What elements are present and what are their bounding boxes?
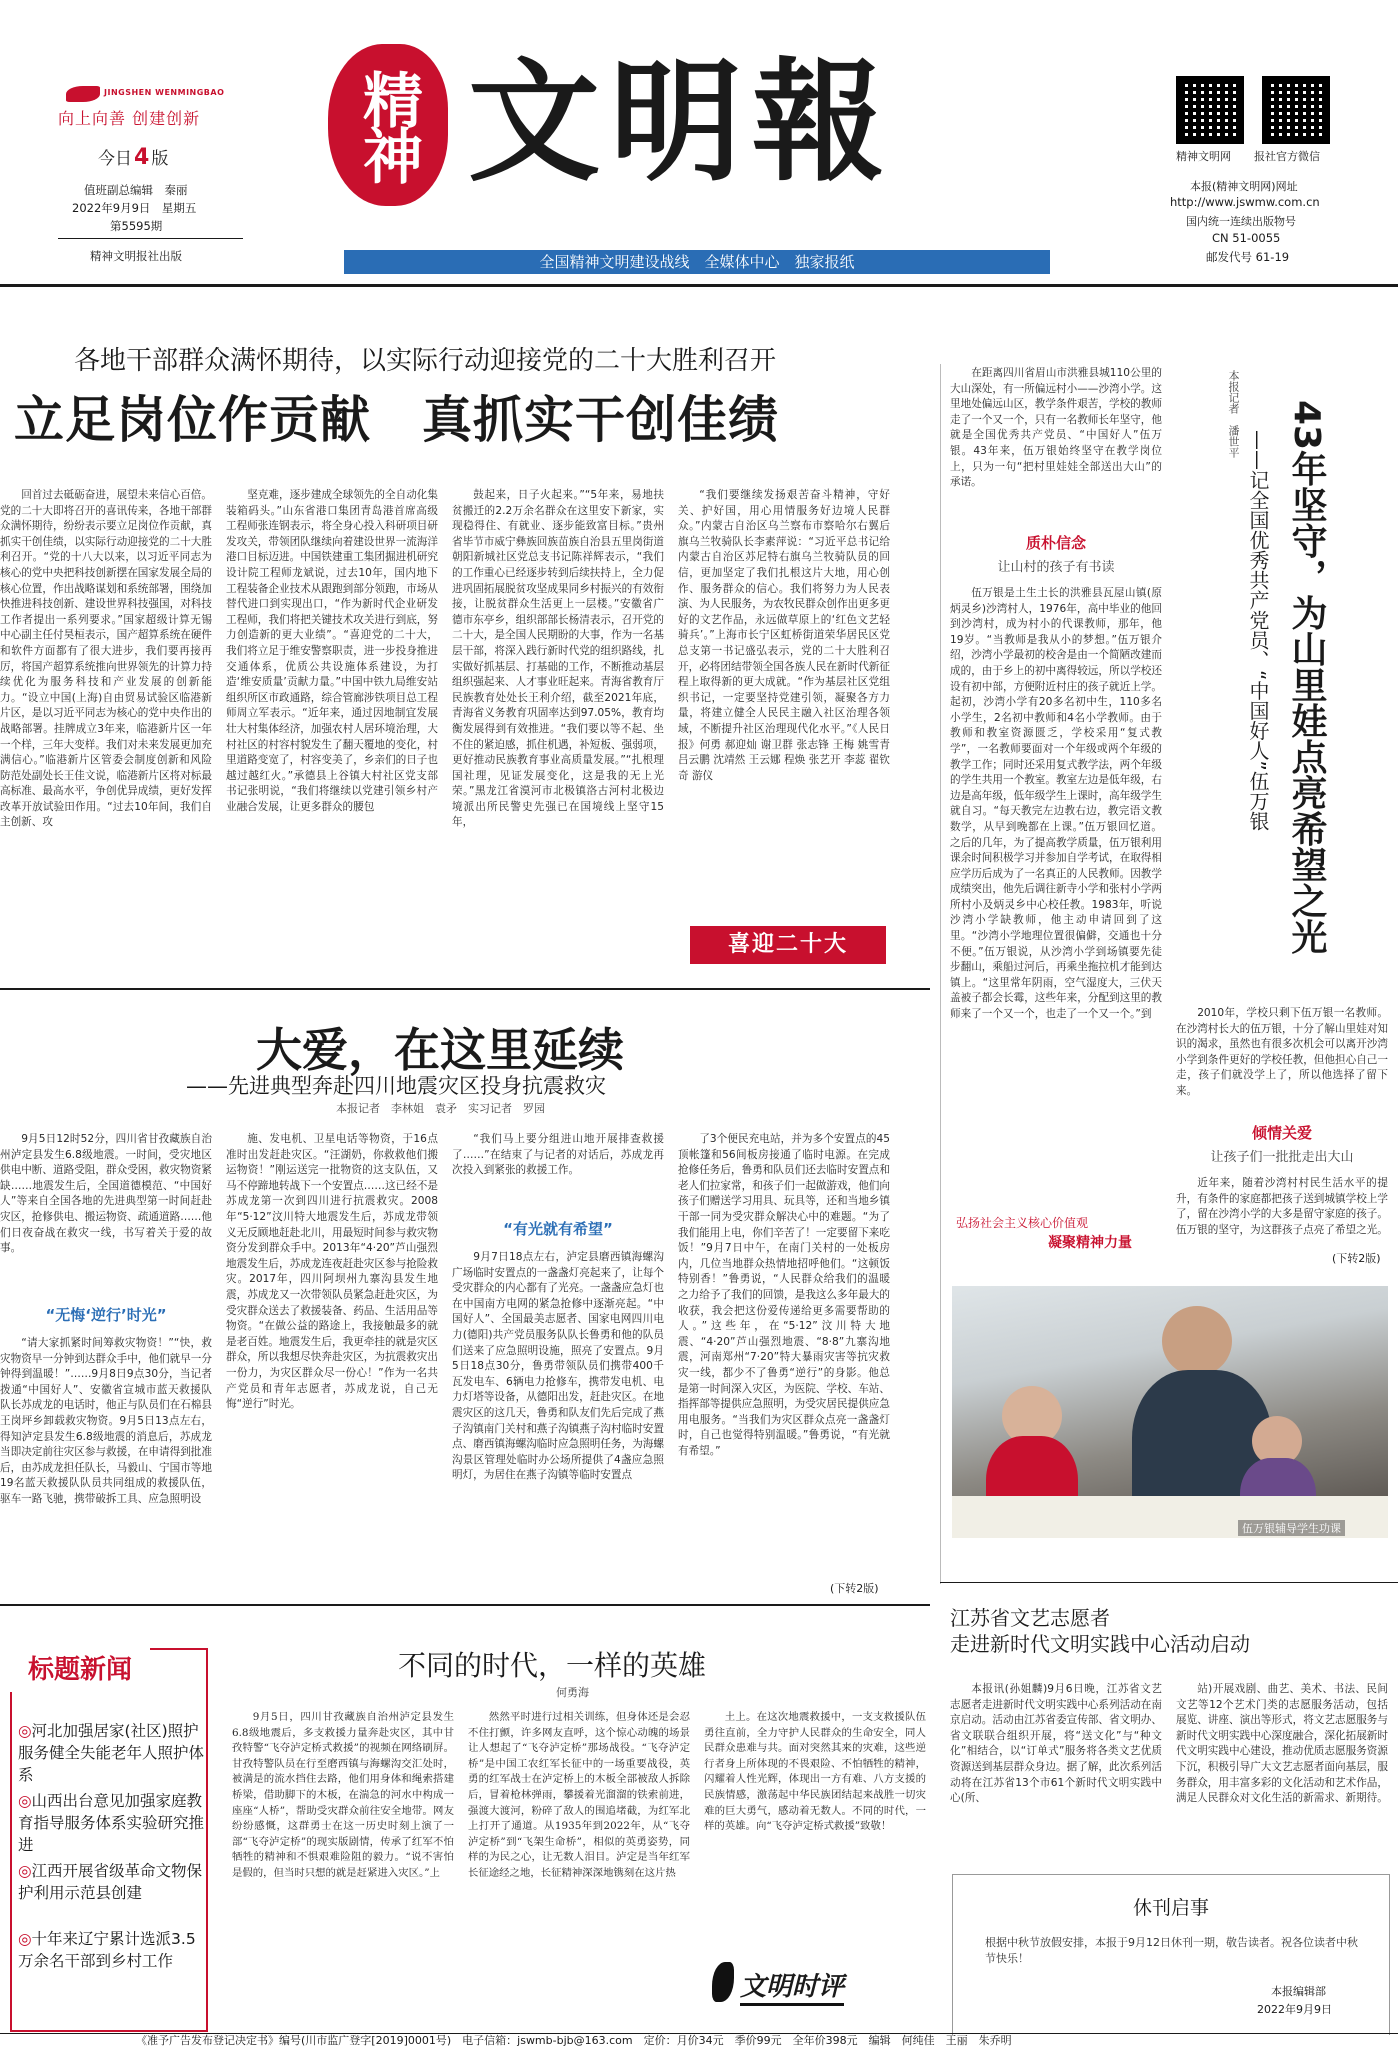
lead-headline: 立足岗位作贡献 真抓实干创佳绩 (14, 391, 779, 449)
bullet-icon: ◎ (18, 1792, 32, 1810)
cn-number: CN 51-0055 (1212, 231, 1281, 245)
lead-col-2: 坚克难，逐步建成全球领先的全自动化集装箱码头。”山东省港口集团青岛港首席高级工程师张连钢表示，将全身心投入科研项目研发攻关，带领团队继续向着建设世界一流海洋港口目标迈进。中国铁建重工集团掘进机研究设计院工程师龙斌说，过去10年，国内地下工程装备企业技术从跟跑到部分领跑，市场从替代进口到实现出口，“作为新时代企业研发工程师，我们将把关键技术攻关进行到底，努力创造新的更大业绩”。“喜迎党的二十大，我们将立足于维安警察职责，进一步投身推进交通体系，优质公共设施体系建设，为打造‘维安质量’贡献力量。”中国中铁九局维安站组织所区市政通路，综合管廊涉铁项目总工程师周立军表示。“近年来，通过因地制宜发展壮大村集体经济，加强农村人居环境治理，大村社区的村容村貌发生了翻天覆地的变化，村里道路变宽了，村容变美了，乡亲们的日子也越过越红火。”承德县上谷镇大村社区党支部书记张明说，“我们将继续以党建引领乡村产业融合发展，让更多群众的腰包 (226, 489, 438, 813)
footer-bar (0, 2034, 1398, 2048)
brief-item[interactable]: ◎河北加强居家(社区)照护服务健全失能老年人照护体系 (18, 1722, 205, 1784)
commentary-col-2: 然然平时进行过相关训练，但身体还是会忍不住打颤，许多网友直呼，这个惊心动魄的场景让人想起了“飞夺泸定桥”那场战役。“飞夺泸定桥”是中国工农红军长征中的一场重要战役，英勇的红军战士在泸定桥上的木板全部被敌人拆除后，冒着枪林弹雨，攀援着光溜溜的铁索前进，强渡大渡河，粉碎了敌人的围追堵截，为红军北上打开了通道。从1935年到2022年，从“飞夺泸定桥”到“飞架生命桥”，相似的英勇姿势，同样的为民之心，让无数人泪目。泸定是当年红军长征途经之地，长征精神深深地镌刻在这片热 (468, 1711, 690, 1879)
feature-col-2: 施、发电机、卫星电话等物资，于16点准时出发赶赴灾区。“汪湖奶，你救救他们搬运物资！”刚运送完一批物资的这支队伍，又马不停蹄地转战下一个安置点……这已经不是苏成龙第一次到四川进行抗震救灾。2008年“5·12”汶川特大地震发生后，苏成龙带领义无反顾地赶赴北川，用最短时间参与救灾物资分发到群众手中。2013年“4·20”芦山强烈地震发生后，苏成龙连夜赶赴灾区参与抢险救灾。2017年，四川阿坝州九寨沟县发生地震，苏成龙又一次带领队员紧急赶赴灾区，为受灾群众送去了救援装备、药品、生活用品等物资。“在做公益的路途上，我接触最多的就是老百姓。地震发生后，我更牵挂的就是灾区群众，所以我想尽快奔赴灾区，为抗震救灾出一份力，为灾区群众尽一份心！”作为一名共产党员和青年志愿者，苏成龙说，自己无悔“逆行”时光。 (226, 1133, 438, 1411)
masthead-title: 文明報 (468, 45, 894, 200)
issue-number: 第5595期 (110, 219, 163, 233)
date-line: 2022年9月9日 星期五 (72, 201, 197, 215)
qr2-label: 报社官方微信 (1254, 150, 1320, 163)
lead-kicker: 各地干部群众满怀期待，以实际行动迎接党的二十大胜利召开 (74, 346, 777, 376)
notice-box (952, 1874, 1390, 2035)
story-photo (952, 1286, 1388, 1538)
title-red-seal: 精神 (328, 44, 448, 206)
side-byline: 本报记者 潘世平 (1227, 370, 1240, 458)
brand-en: JINGSHEN WENMINGBAO (104, 88, 225, 97)
side-sub-1b: 让山村的孩子有书读 (997, 560, 1115, 575)
side-turn: (下转2版) (1332, 1252, 1381, 1265)
column-rule (940, 364, 941, 1584)
photo-caption: 伍万银辅导学生功课 (1238, 1520, 1345, 1536)
feature-turn: (下转2版) (830, 1582, 879, 1595)
promo-left: 弘扬社会主义核心价值观 (956, 1216, 1089, 1230)
volunteer-col-1: 本报讯(孙姐麟)9月6日晚，江苏省文艺志愿者走进新时代文明实践中心系列活动在南京启动。活动由江苏省委宣传部、省文明办、省文联联合组织开展，将“送文化”与“种文化”相结合，以“订单式”服务将各类文艺优质资源送到基层群众身边。据了解，此次系列活动将在江苏省13个市61个新时代文明实践中心(所、 (950, 1683, 1162, 1805)
section-rule (0, 988, 930, 990)
masthead-rule (0, 284, 1398, 287)
volunteer-col-2: 站)开展戏剧、曲艺、美术、书法、民间文艺等12个艺术门类的志愿服务活动，包括展览、讲座、演出等形式，将文艺志愿服务与新时代文明实践中心深度融合，深化拓展新时代文明实践中心建设，推动优质志愿服务资源下沉，积极引导广大文艺志愿者面向基层，服务群众，用丰富多彩的文化活动和艺术作品，满足人民群众对文化生活的新需求、新期待。 (1176, 1683, 1388, 1805)
feature-col-4: 了3个便民充电站，并为多个安置点的45顶帐篷和56间板房接通了临时电源。在完成抢修任务后，鲁勇和队员们还去临时安置点和老人们拉家常，和孩子们一起做游戏，他们向孩子们赠送学习用具、玩具等，还和当地乡镇干部一同为受灾群众解决心中的难题。“为了我们能用上电，你们辛苦了！一定要留下来吃饭！”9月7日中午，在南门关村的一处板房内，几位当地群众热情地招呼他们。“这顿饭特别香！”鲁勇说，“人民群众给我们的温暖之力给予了我们的回馈，是我这么多年最大的收获，我会把这份爱传递给更多需要帮助的人。”这些年，在“5·12”汶川特大地震、“4·20”芦山强烈地震、“8·8”九寨沟地震，河南郑州“7·20”特大暴雨灾害等抗灾救灾一线，都少不了鲁勇“逆行”的身影。他总是第一时间深入灾区，为医院、学校、车站、指挥部等提供应急照明，为受灾居民提供应急用电服务。“当我们为灾区群众点亮一盏盏灯时，自己也觉得特别温暖。”鲁勇说，“有光就有希望。” (678, 1133, 890, 1457)
briefs-title: 标题新闻 (10, 1648, 150, 1692)
celebrate-badge: 喜迎二十大 (690, 926, 886, 964)
bullet-icon: ◎ (18, 1930, 32, 1948)
postal-code: 邮发代号 61-19 (1206, 250, 1290, 264)
side-col-a: 在距离四川省眉山市洪雅县城110公里的大山深处，有一所偏远村小——沙湾小学。这里地处偏远山区，教学条件艰苦，学校的教师走了一个又一个，只有一名教师长年坚守，他就是全国优秀共产党员、“中国好人”伍万银。43年来，伍万银始终坚守在教学岗位上，只为一句“把村里娃娃全部送出大山”的承诺。 (950, 367, 1162, 489)
promo-banner (950, 1208, 1162, 1252)
photo-figure-icon (1162, 1306, 1232, 1376)
cn-label: 国内统一连续出版物号 (1186, 215, 1296, 228)
notice-signer: 本报编辑部 (1271, 1985, 1326, 1998)
feature-byline: 本报记者 李林姐 袁矛 实习记者 罗园 (336, 1102, 545, 1115)
feature-col-3: “我们马上要分组进山地开展排查救援了……”在结束了与记者的对话后，苏成龙再次投入到紧张的救援工作。 (452, 1133, 664, 1177)
bullet-icon: ◎ (18, 1862, 32, 1880)
qr1-label: 精神文明网 (1176, 150, 1231, 163)
brief-item[interactable]: ◎山西出台意见加强家庭教育指导服务体系实验研究推进 (18, 1792, 205, 1854)
feature-col-1b: “请大家抓紧时间筹救灾物资！”“快，救灾物资早一分钟到达群众手中，他们就早一分钟得到温暖！”……9月8日9点30分，当记者拨通“中国好人”、安徽省宣城市蓝天救援队队长苏成龙的电话时，他正与队员们在石棉县王岗坪乡卸载救灾物资。9月5日13点左右，得知泸定县发生6.8级地震的消息后，苏成龙当即决定前往灾区参与救援，在申请得到批准后，由苏成龙担任队长，马毅山、宁国市等地19名蓝天救援队队员共同组成的救援队伍，驱车一路飞驰，携带破拆工具、应急照明设 (0, 1337, 212, 1505)
side-sub-1: 质朴信念 (1025, 534, 1086, 552)
notice-date: 2022年9月9日 (1257, 2003, 1332, 2016)
site-url[interactable]: http://www.jswmw.com.cn (1170, 195, 1320, 209)
qr-code-icon[interactable] (1262, 76, 1330, 144)
commentary-logo (712, 1960, 864, 2006)
lead-col-3: 鼓起来，日子火起来。”“5年来，易地扶贫搬迁的2.2万余名群众在这里安下新家，实现稳得住、有就业、逐步能致富目标。”贵州省毕节市威宁彝族回族苗族自治县五里岗街道朝阳新城社区党总支书记陈祥辉表示，“我们的工作重心已经逐步转到后续扶持上，全力促进巩固拓展脱贫攻坚成果同乡村振兴的有效衔接，让脱贫群众生活更上一层楼。”安徽省广德市东亭乡，组织部部长杨清表示，召开党的二十大，是全国人民期盼的大事，作为一名基层干部，将深入践行新时代党的组织路线，扎实做好抓基层、打基础的工作，不断推动基层组织强起来、人才事业旺起来。青海省教育厅民族教育处处长王利介绍，截至2021年底，青海省义务教育巩固率达到97.05%，教育均衡发展得到有效推进。“我们要以等不起、坐不住的紧迫感，抓住机遇，补短板、强弱项，更好推动民族教育事业高质量发展。”“扎根理国社理，见证发展变化，这是我的无上光荣。”黑龙江省漠河市北极镇洛古河村北极边境派出所民警史先强已在国境线上坚守15年， (452, 489, 664, 829)
brief-item[interactable]: ◎江西开展省级革命文物保护利用示范县创建 (18, 1862, 203, 1902)
feature-sub-2: “有光就有希望” (503, 1220, 613, 1238)
section-rule (940, 1582, 1398, 1583)
feature-col-1: 9月5日12时52分，四川省甘孜藏族自治州泸定县发生6.8级地震。一时间，受灾地区供电中断、道路受阻，群众受困，救灾物资紧缺……地震发生后，全国道德模范、“中国好人”等来自全国各地的先进典型第一时间赶赴灾区，抢修供电、搬运物资、疏通道路……他们日夜奋战在救灾一线，书写着关于爱的故事。 (0, 1133, 212, 1255)
brand-logo-icon (66, 86, 100, 102)
side-col-a2: 伍万银是土生土长的洪雅县瓦屋山镇(原炳灵乡)沙湾村人，1976年，高中毕业的他回到沙湾村，成为村小的代课教师，那年，他19岁。“当教师是我从小的梦想。”伍万银介绍，沙湾小学最初的校舍是由一个简陋改建而成的，由于乡上的初中离得较远，所以学校还设有初中部，方便附近村庄的孩子就近上学。起初，沙湾小学有20多名初中生，110多名小学生，2名初中教师和4名小学教师。由于教师和教室资源匮乏，学校采用“复式教学”，一名教师要面对一个年级或两个年级的教学工作；同时还采用复式教学法，两个年级的学生共用一个教室。教室左边是低年级，右边是高年级，低年级学生上课时，高年级学生就自习。“每天教完左边教右边，教完语文教数学，从早到晚都在上课。”伍万银回忆道。之后的几年，为了提高教学质量，伍万银利用课余时间积极学习并参加自学考试，在取得相应学历后成为了一名真正的人民教师。因教学成绩突出，他先后调往新寺小学和张村小学两所村小及炳灵乡中心校任教。1983年，听说沙湾小学缺教师，他主动申请回到了这里。“沙湾小学地理位置很偏僻，交通也十分不便。”伍万银说，从沙湾小学到场镇要先徒步翻山，乘船过河后，再乘坐拖拉机才能到达镇上。“这里常年阴雨，空气湿度大，三伏天盖被子都会长霉，这些年来，分配到这里的教师来了一个又一个，也走了一个又一个。”到 (950, 587, 1162, 1021)
side-subtitle: ——记全国优秀共产党员、“中国好人”伍万银 (1246, 430, 1270, 831)
site-line: 本报(精神文明网)网址 (1190, 180, 1298, 193)
lead-col-4: “我们要继续发扬艰苦奋斗精神，守好关、护好国，用心用情服务好边境人民群众。”内蒙古自治区乌兰察布市察哈尔右翼后旗乌兰牧骑队长李素萍说：“习近平总书记给内蒙古自治区苏尼特右旗乌兰牧骑队员的回信，更加坚定了我们扎根这片大地，用心创作、服务群众的信心。我们将努力为人民表演、为人民服务，为农牧民群众创作出更多更好的文艺作品，永远做草原上的‘红色文艺轻骑兵’。”上海市长宁区虹桥街道荣华居民区党总支第一书记盛弘表示，党的二十大胜利召开，必将团结带领全国各族人民在新时代新征程上取得新的更大成就。“作为基层社区党组织书记，一定要坚持党建引领，凝聚各方力量，将建立健全人民民主融入社区治理各领域，不断提升社区治理现代化水平。”《人民日报》何勇 郝迎灿 谢卫群 张志锋 王梅 姚雪青 吕云鹏 沈靖然 王云娜 程焕 张艺开 李蕊 翟钦奇 游仪 (678, 489, 890, 782)
editor-line: 值班副总编辑 秦丽 (84, 183, 188, 197)
commentary-byline: 何勇海 (556, 1686, 589, 1699)
promo-right: 凝聚精神力量 (1048, 1235, 1132, 1251)
section-rule (0, 1604, 930, 1606)
publisher: 精神文明报社出版 (90, 249, 182, 263)
side-sub-2: 倾情关爱 (1251, 1124, 1312, 1142)
brush-icon (712, 1962, 734, 2002)
bullet-icon: ◎ (18, 1722, 32, 1740)
side-col-b: 2010年，学校只剩下伍万银一名教师。在沙湾村长大的伍万银，十分了解山里娃对知识的渴求，虽然也有很多次机会可以离开沙湾小学到条件更好的学校任教，但他担心自己一走，孩子们就没学上了，所以他选择了留下来。 (1176, 1007, 1388, 1097)
feature-subtitle: ——先进典型奔赴四川地震灾区投身抗震救灾 (186, 1074, 606, 1098)
feature-sub-1: “无悔‘逆行’时光” (45, 1306, 167, 1324)
lead-col-1: 回首过去砥砺奋进，展望未来信心百倍。党的二十大即将召开的喜讯传来，各地干部群众满怀期待，纷纷表示要立足岗位作贡献，真抓实干创佳绩，以实际行动迎接党的二十大胜利召开。“党的十八大以来，以习近平同志为核心的党中央把科技创新摆在国家发展全局的核心位置，作出战略谋划和系统部署，围绕加快推进科技创新、建设世界科技强国，对科技工作者提出一系列要求。”国家超级计算无锡中心副主任付昊桓表示，国产超算系统在硬件和软件方面都有了很大进步，我们要再接再厉，将国产超算系统推向世界领先的计算力持续优化为服务科技和产业发展的创新能力。“设立中国(上海)自由贸易试验区临港新片区，是以习近平同志为核心的党中央作出的战略部署。挂牌成立3年来，临港新片区一年一个样，三年大变样。我们对未来发展更加充满信心。”临港新片区管委会制度创新和风险防范处副处长王佳文说，临港新片区将对标最高标准、最高水平，争创优异成绩，更好发挥改革开放试验田作用。“过去10年间，我们自主创新、攻 (0, 489, 212, 829)
volunteer-headline-2: 走进新时代文明实践中心活动启动 (950, 1632, 1250, 1656)
qr-code-icon[interactable] (1176, 76, 1244, 144)
side-sub-2b: 让孩子们一批批走出大山 (1210, 1150, 1354, 1165)
brief-item[interactable]: ◎十年来辽宁累计选派3.5万余名干部到乡村工作 (18, 1930, 196, 1970)
commentary-headline: 不同的时代，一样的英雄 (398, 1649, 707, 1682)
commentary-logo-text: 文明时评 (740, 1966, 844, 2006)
side-col-b2: 近年来，随着沙湾村村民生活水平的提升，有条件的家庭都把孩子送到城镇学校上学了，留在沙湾小学的大多是留守家庭的孩子。伍万银的坚守，为这群孩子点亮了希望之光。 (1176, 1177, 1388, 1236)
commentary-col-1: 9月5日，四川甘孜藏族自治州泸定县发生6.8级地震后，多支救援力量奔赴灾区，其中甘孜特警“飞夺泸定桥式救援”的视频在网络刷屏。甘孜特警队员在行至磨西镇与海螺沟交汇处时，被满是的流水挡住去路，他们用身体和绳索搭建桥梁，借助脚下的木板，在湍急的河水中构成一座座“人桥”，帮助受灾群众前往安全地带。网友纷纷感慨，这群勇士在这一历史时刻上演了一部“飞夺泸定桥”的现实版剧情，传承了红军不怕牺牲的精神和不惧艰难险阻的毅力。“说不害怕是假的，但当时只想的就是赶紧进入灾区。”上 (232, 1711, 454, 1879)
today-pages: 今日4 版 (98, 145, 169, 170)
masthead-banner: 全国精神文明建设战线 全媒体中心 独家报纸 (344, 250, 1050, 274)
feature-col-3b: 9月7日18点左右，泸定县磨西镇海螺沟广场临时安置点的一盏盏灯亮起来了，让每个受灾群众的内心都有了光亮。一盏盏应急灯也在中国南方电网的紧急抢修中逐渐亮起。“中国好人”、全国最美志愿者、国家电网四川电力(德阳)共产党员服务队队长鲁勇和他的队员们送来了应急照明设施，照亮了安置点。9月5日18点30分，鲁勇带领队员们携带400千瓦发电车、6辆电力抢修车，携带发电机、电力灯塔等设备，从德阳出发，赶赴灾区。在地震灾区的这几天，鲁勇和队友们先后完成了燕子沟镇南门关村和燕子沟镇燕子沟村临时安置点、磨西镇海螺沟临时应急照明任务，为海螺沟景区管理处临时办公场所提供了4盏应急照明灯，为居住在燕子沟镇等临时安置点 (452, 1251, 664, 1482)
commentary-col-3: 土上。在这次地震救援中，一支支救援队伍勇往直前，全力守护人民群众的生命安全，同人民群众患难与共。面对突然其来的灾难，这些逆行者身上所体现的不畏艰险、不怕牺牲的精神，闪耀着人性光辉，体现出一方有难、八方支援的民族情感，激荡起中华民族团结起来战胜一切灾难的巨大勇气，感动着无数人。不同的时代，一样的英雄。向“飞夺泸定桥式救援”致敬！ (704, 1711, 926, 1833)
volunteer-headline-1: 江苏省文艺志愿者 (950, 1606, 1110, 1630)
divider (58, 238, 243, 239)
footer-text: 《准予广告发布登记决定书》编号(川市监广登字[2019]0001号) 电子信箱：jswmb-bjb@163.com 定价：月价34元 季价99元 全年价398元 编辑 何纯佳 王丽 朱乔明 (136, 2034, 1012, 2047)
side-headline: 43年坚守，为山里娃点亮希望之光 (1286, 400, 1327, 955)
slogan: 向上向善 创建创新 (58, 109, 201, 128)
notice-title: 休刊启事 (1132, 1897, 1209, 1919)
feature-headline: 大爱，在这里延续 (256, 1023, 624, 1077)
notice-body: 根据中秋节放假安排，本报于9月12日休刊一期，敬告读者。祝各位读者中秋节快乐！ (985, 1936, 1358, 1965)
